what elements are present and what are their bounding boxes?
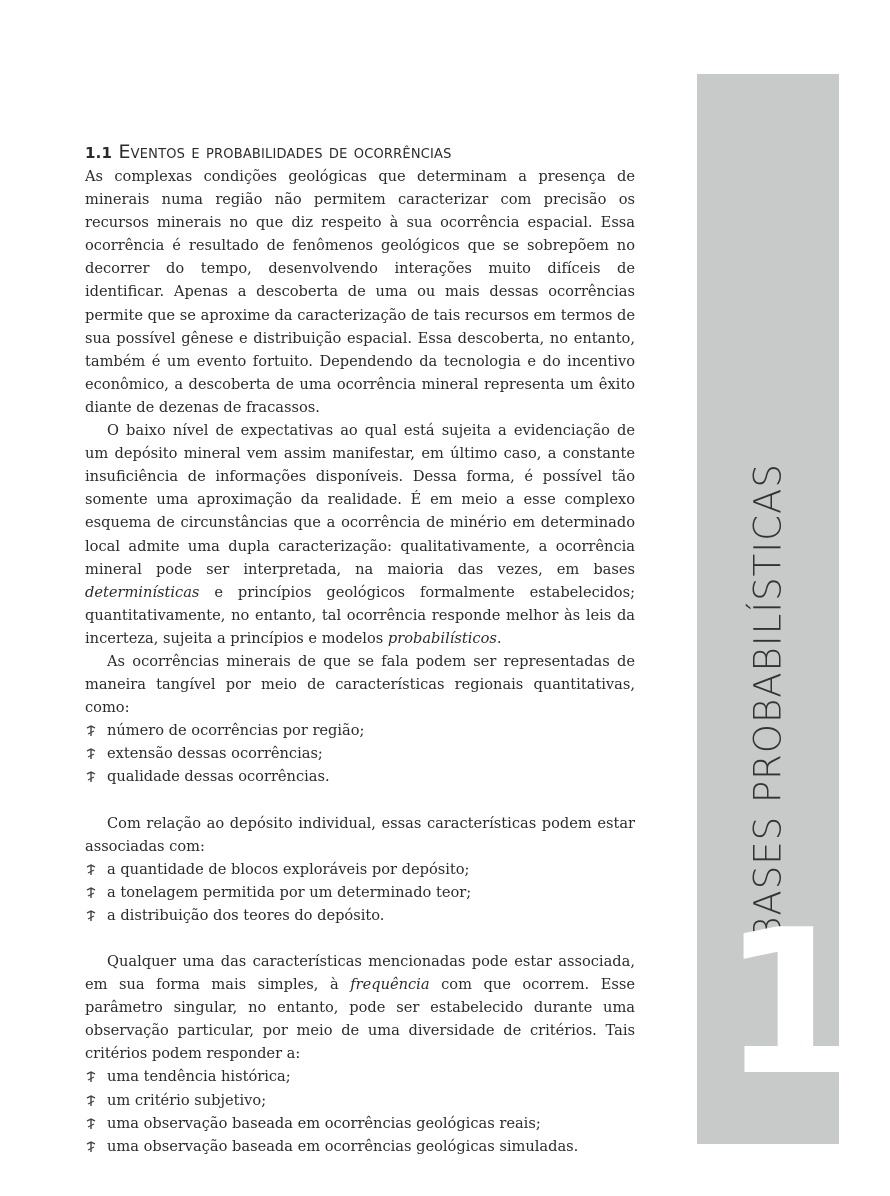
paragraph-2-text-2: e princípios geológicos formalmente estabelecidos; quantitativamente, no entanto, tal ocorrência responde melhor às leis da incerteza, sujeita a princípios e modelos [85,583,635,647]
list-item-text: extensão dessas ocorrências; [107,745,323,763]
list-item [85,742,635,765]
section-heading [85,140,635,165]
list-item [85,1112,635,1135]
list-item-text: uma tendência histórica; [107,1068,291,1086]
pickaxe-bullet-icon [85,910,97,922]
pickaxe-bullet-icon [85,1071,97,1083]
spacer [85,927,635,950]
list-item [85,1089,635,1112]
section-title: Eventos e probabilidades de ocorrências [118,141,452,163]
bullet-list-3 [85,1065,635,1157]
list-item-text: a tonelagem permitida por um determinado teor; [107,883,472,901]
paragraph-5-emphasis: frequência [350,976,430,994]
list-item [85,1135,635,1158]
list-item [85,765,635,788]
paragraph-5-text-1: Qualquer uma das características mencionadas pode estar associada, em sua forma mais simples, à [85,953,635,994]
paragraph-2 [85,419,635,650]
paragraph-5-text-2: com que ocorrem. Esse parâmetro singular, no entanto, pode ser estabelecido durante uma observação particular, por meio de uma diversidade de critérios. Tais critérios podem responder a: [85,976,635,1063]
paragraph-4: Com relação ao depósito individual, essas características podem estar associadas com: [85,814,635,855]
list-item [85,1065,635,1088]
paragraph-2-emphasis-2: probabilísticos [387,629,497,647]
list-item-text: uma observação baseada em ocorrências geológicas simuladas. [107,1137,579,1155]
paragraph-2-emphasis-1: determinísticas [85,583,200,601]
pickaxe-bullet-icon [85,887,97,899]
spacer [85,789,635,812]
chapter-sidebar [697,74,861,1144]
pickaxe-bullet-icon [85,725,97,737]
pickaxe-bullet-icon [85,1141,97,1153]
paragraph-2-text-3: . [496,629,502,647]
pickaxe-bullet-icon [85,1095,97,1107]
pickaxe-bullet-icon [85,748,97,760]
page-content [85,140,635,1158]
paragraph-1: As complexas condições geológicas que determinam a presença de minerais numa região não permitem caracterizar com precisão os recursos minerais no que diz respeito à sua ocorrência espacial. Essa ocorrência é resultado de fenômenos geológicos que se sobrepõem no decorrer do tempo, desenvolvendo interações muito difíceis de identificar. Apenas a descoberta de uma ou mais dessas ocorrências permite que se aproxime da caracterização de tais recursos em termos de sua possível gênese e distribuição espacial. Essa descoberta, no entanto, também é um evento fortuito. Dependendo da tecnologia e do incentivo econômico, a descoberta de uma ocorrência mineral representa um êxito diante de dezenas de fracassos. [85,168,635,416]
section-number: 1.1 [85,144,113,162]
bullet-list-2 [85,858,635,927]
list-item-text: um critério subjetivo; [107,1091,267,1109]
paragraph-5 [85,950,635,1065]
list-item [85,858,635,881]
pickaxe-bullet-icon [85,1118,97,1130]
list-item [85,881,635,904]
list-item-text: a distribuição dos teores do depósito. [107,906,385,924]
pickaxe-bullet-icon [85,771,97,783]
list-item-text: uma observação baseada em ocorrências geológicas reais; [107,1114,541,1132]
pickaxe-bullet-icon [85,864,97,876]
chapter-title: BASES PROBABILÍSTICAS [746,463,790,941]
list-item-text: número de ocorrências por região; [107,722,365,740]
list-item [85,904,635,927]
paragraph-3: As ocorrências minerais de que se fala podem ser representadas de maneira tangível por meio de características regionais quantitativas, como: [85,652,635,717]
bullet-list-1 [85,719,635,788]
list-item-text: qualidade dessas ocorrências. [107,768,330,786]
chapter-number: 1 [721,887,861,1120]
list-item-text: a quantidade de blocos exploráveis por depósito; [107,860,470,878]
list-item [85,719,635,742]
paragraph-2-text-1: O baixo nível de expectativas ao qual está sujeita a evidenciação de um depósito mineral vem assim manifestar, em último caso, a constante insuficiência de informações disponíveis. Dessa forma, é possível tão somente uma aproximação da realidade. É em meio a esse complexo esquema de circunstâncias que a ocorrência de minério em determinado local admite uma dupla caracterização: qualitativamente, a ocorrência mineral pode ser interpretada, na maioria das vezes, em bases [85,422,635,578]
